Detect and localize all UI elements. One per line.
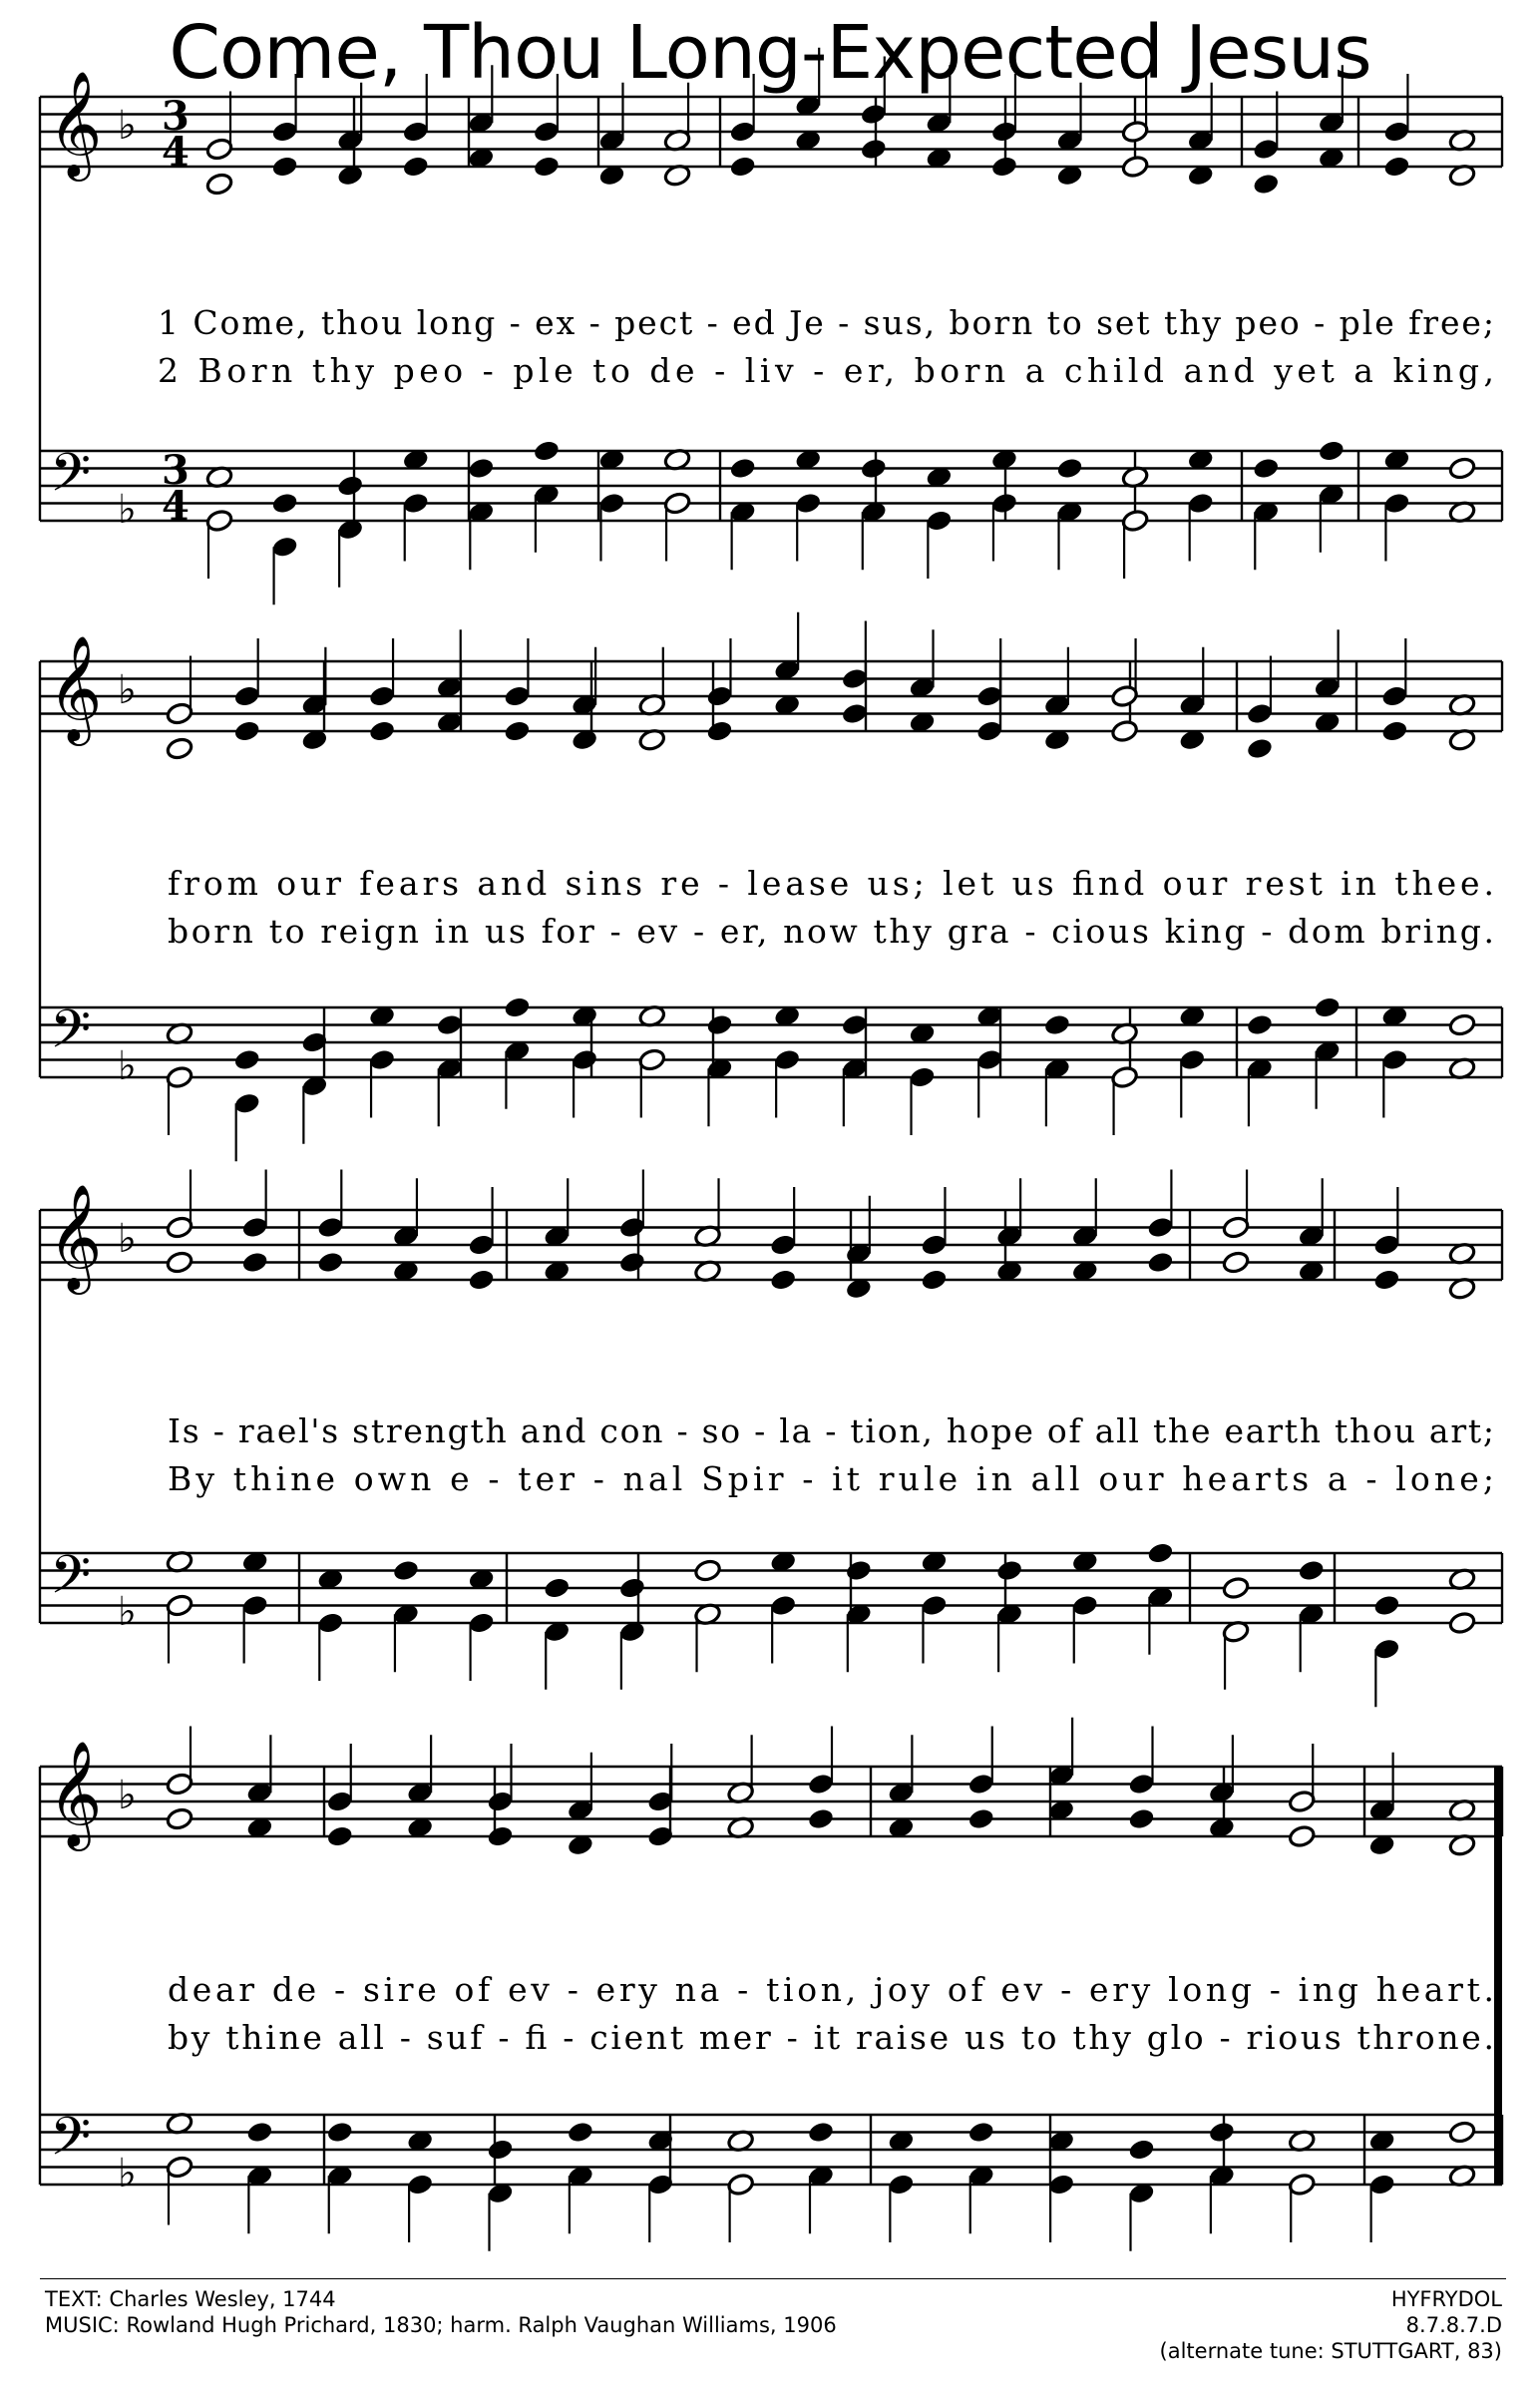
tenor-note (705, 1012, 733, 1036)
lyric-line-2: by thine all - suf - fi - cient mer - it raise us to thy glo - rious throne. (168, 2018, 1495, 2057)
alto-note (1382, 155, 1410, 179)
tenor-note (1318, 439, 1346, 463)
bass-clef-icon: 𝄢 (50, 443, 92, 517)
alto-note (533, 155, 561, 179)
tenor-note (1146, 1541, 1174, 1565)
tenor-note (1298, 1558, 1326, 1582)
alternate-tune: (alternate tune: STUTTGART, 83) (1159, 2339, 1502, 2363)
tenor-note (567, 2120, 594, 2144)
tenor-note (1313, 996, 1341, 1019)
tenor-note (1246, 1012, 1274, 1036)
tenor-note (1222, 1576, 1250, 1600)
final-barline (1494, 1767, 1502, 2185)
treble-clef-icon: 𝄞 (48, 1183, 103, 1290)
alto-note (1222, 1250, 1250, 1274)
alto-note (1121, 155, 1149, 179)
bass-clef-icon: 𝄢 (50, 2107, 92, 2181)
tenor-note (326, 2120, 354, 2144)
alto-note (1246, 736, 1274, 760)
tenor-note (392, 1558, 420, 1582)
lyric-line-2: 2 Born thy peo - ple to de - liv - er, born a child and yet a king, (158, 351, 1495, 390)
tune-info (1160, 2286, 1502, 2364)
treble-clef-icon: 𝄞 (48, 70, 103, 177)
footer-divider (40, 2278, 1506, 2279)
alto-note (316, 1250, 344, 1274)
tenor-note (543, 1576, 571, 1600)
tenor-note (1127, 2138, 1155, 2162)
music-credit-line (45, 2312, 837, 2338)
alto-note (1252, 172, 1280, 196)
tenor-note (618, 1576, 646, 1600)
alto-note (1127, 1806, 1155, 1830)
key-signature-flat-icon: ♭ (118, 487, 137, 533)
alto-note (233, 719, 261, 743)
alto-note (990, 155, 1018, 179)
lyric-line-1: Is - rael's strength and con - so - la - tion, hope of all the earth thou art; (168, 1411, 1494, 1450)
lyric-line-1: from our fears and sins re - lease us; let us find our rest in thee. (168, 864, 1494, 903)
tenor-note (967, 2120, 995, 2144)
alto-note (368, 719, 396, 743)
music-credit-label: MUSIC: (45, 2313, 120, 2337)
meter: 8.7.8.7.D (1405, 2313, 1502, 2337)
lyric-line-2: By thine own e - ter - nal Spir - it rule in all our hearts a - lone; (168, 1459, 1494, 1498)
alto-note (1110, 719, 1138, 743)
alto-note (920, 1268, 948, 1292)
alto-note (240, 1250, 268, 1274)
tenor-note (336, 474, 364, 498)
credits-block (45, 2286, 837, 2338)
key-signature-flat-icon: ♭ (118, 667, 137, 713)
alto-note (467, 1268, 495, 1292)
tenor-note (486, 2138, 514, 2162)
tenor-note (533, 439, 561, 463)
tenor-note (436, 1012, 464, 1036)
time-signature-bottom: 4 (162, 129, 190, 176)
tenor-note (270, 491, 298, 515)
tenor-note (1448, 456, 1476, 480)
tenor-note (233, 1047, 261, 1071)
bass-clef-icon: 𝄢 (50, 1545, 92, 1619)
alto-note (166, 736, 193, 760)
text-credit-label: TEXT: (45, 2287, 103, 2311)
alto-note (967, 1806, 995, 1830)
alto-note (860, 137, 888, 161)
alto-note (705, 719, 733, 743)
tenor-note (807, 2120, 835, 2144)
lyric-line-1: dear de - sire of ev - ery na - tion, joy of ev - ery long - ing heart. (168, 1970, 1494, 2009)
tune-name: HYFRYDOL (1390, 2287, 1502, 2311)
alto-note (1288, 1824, 1316, 1848)
tenor-note (467, 456, 495, 480)
treble-clef-icon: 𝄞 (48, 634, 103, 741)
alto-note (769, 1268, 797, 1292)
alto-note (270, 155, 298, 179)
alto-note (841, 701, 869, 725)
alto-note (618, 1250, 646, 1274)
tenor-note (1448, 2120, 1476, 2144)
alto-note (1380, 719, 1408, 743)
bass-note (1448, 1611, 1476, 1635)
tenor-note (1448, 1012, 1476, 1036)
tenor-note (1055, 456, 1083, 480)
key-signature-flat-icon: ♭ (118, 1216, 137, 1262)
alto-note (402, 155, 430, 179)
tenor-note (841, 1012, 869, 1036)
text-credit-line (45, 2286, 837, 2312)
tenor-note (860, 456, 888, 480)
key-signature-flat-icon: ♭ (118, 1589, 137, 1635)
tenor-note (245, 2120, 273, 2144)
tenor-note (1252, 456, 1280, 480)
tenor-note (1372, 1593, 1400, 1617)
tenor-note (1208, 2120, 1236, 2144)
alto-note (486, 1824, 514, 1848)
tenor-note (728, 456, 756, 480)
lyric-line-2: born to reign in us for - ev - er, now thy gra - cious king - dom bring. (168, 912, 1494, 951)
tenor-note (503, 996, 531, 1019)
time-signature-top: 3 (162, 93, 190, 140)
text-credit: Charles Wesley, 1744 (109, 2287, 336, 2311)
hymn-title: Come, Thou Long-Expected Jesus (169, 10, 1371, 96)
key-signature-flat-icon: ♭ (118, 2151, 137, 2197)
time-signature-bottom: 4 (162, 483, 190, 530)
alto-note (728, 155, 756, 179)
music-credit: Rowland Hugh Prichard, 1830; harm. Ralph Vaughan Williams, 1906 (126, 2313, 837, 2337)
time-signature-top: 3 (162, 447, 190, 494)
alto-note (503, 719, 531, 743)
key-signature-flat-icon: ♭ (118, 1043, 137, 1089)
tenor-note (1043, 1012, 1071, 1036)
tenor-note (995, 1558, 1023, 1582)
alto-note (166, 1806, 193, 1830)
alto-note (205, 172, 233, 196)
alto-note (1372, 1268, 1400, 1292)
alto-note (1146, 1250, 1174, 1274)
tenor-note (845, 1558, 873, 1582)
treble-clef-icon: 𝄞 (48, 1740, 103, 1846)
alto-note (807, 1806, 835, 1830)
alto-note (166, 1250, 193, 1274)
tenor-note (693, 1558, 721, 1582)
alto-note (326, 1824, 354, 1848)
lyric-line-1: 1 Come, thou long - ex - pect - ed Je - sus, born to set thy peo - ple free; (158, 303, 1494, 342)
key-signature-flat-icon: ♭ (118, 1773, 137, 1818)
bass-clef-icon: 𝄢 (50, 999, 92, 1073)
key-signature-flat-icon: ♭ (118, 103, 137, 149)
